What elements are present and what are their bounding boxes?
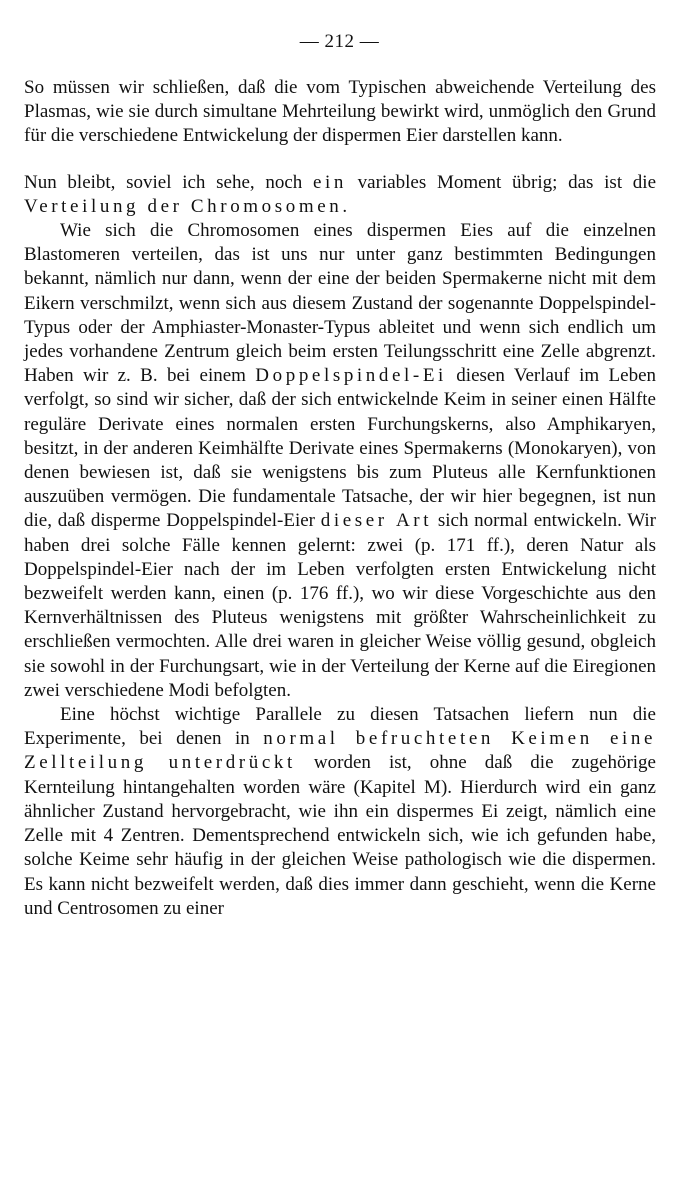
paragraph-4: [24, 703, 656, 921]
paragraph-3-text-a: Wie sich die Chromosomen eines dispermen Eies auf die einzelnen Blastomeren verteilen, das ist uns nur unter ganz bestimmten Bedingungen bekannt, nämlich nur dann, wenn der eine der beiden Spermakerne nicht mit dem Eikern verschmilzt, wenn sich aus diesem Zustand der sogenannte Doppelspindel-Typus oder der Amphiaster-Monaster-Typus ableitet und wenn sich endlich um jedes vorhandene Zentrum gleich beim ersten Teilungsschritt eine Zelle abgrenzt. Haben wir z. B. bei einem: [24, 220, 656, 387]
paragraph-gap: [24, 149, 656, 171]
paragraph-3-text-c: diesen Verlauf im Leben verfolgt, so sind wir sicher, daß der sich entwickelnde Keim in seiner einen Hälfte reguläre Derivate eines normalen ersten Furchungskerns, also Amphikaryen, besitzt, in der anderen Keimhälfte Derivate eines Spermakerns (Monokaryen), von denen bewiesen ist, daß sie wenigstens bis zum Pluteus alle Kernfunktionen auszuüben vermögen. Die fundamentale Tatsache, der wir hier begegnen, ist nun die, daß disperme Doppelspindel-Eier: [24, 365, 657, 532]
emphasis-doppelspindel-ei: Doppelspindel-Ei: [255, 365, 447, 387]
emphasis-verteilung-der-chromosomen: Verteilung der Chromosomen: [24, 195, 343, 217]
paragraph-2-text-e: .: [342, 195, 348, 217]
page-number: — 212 —: [299, 31, 380, 52]
emphasis-ein: ein: [312, 171, 347, 193]
body-text: [24, 76, 656, 921]
paragraph-4-text-a: Eine höchst wichtige Parallele zu diesen Tatsachen liefern nun die Experimente, bei denen in: [24, 704, 656, 750]
paragraph-2: [24, 171, 656, 219]
paragraph-2-text-a: Nun bleibt, soviel ich sehe, noch: [24, 171, 313, 193]
paragraph-3: [24, 219, 656, 703]
paragraph-4-text-c: worden ist, ohne daß die zugehörige Kernteilung hintangehalten worden wäre (Kapitel M). Hierdurch wird ein ganz ähnlicher Zustand hervorgebracht, wie ihn ein dispermes Ei zeigt, nämlich eine Zelle mit 4 Zentren. Dementsprechend entwickeln sich, wie ich gefunden habe, solche Keime sehr häufig in der gleichen Weise pathologisch wie die dispermen. Es kann nicht bezweifelt werden, daß dies immer dann geschieht, wenn die Kerne und Centrosomen zu einer: [24, 752, 656, 919]
paragraph-3-text-e: sich normal entwickeln. Wir haben drei solche Fälle kennen gelernt: zwei (p. 171 ff.), deren Natur als Doppelspindel-Eier nach der im Leben verfolgten ersten Entwickelung nicht bezweifelt werden kann, einen (p. 176 ff.), wo wir diese Vorgeschichte aus den Kernverhältnissen des Pluteus wenigstens mit größter Wahrscheinlichkeit zu erschließen vermochten. Alle drei waren in gleicher Weise völlig gesund, obgleich sie sowohl in der Furchungsart, wie in der Verteilung der Kerne auf die Eiregionen zwei verschiedene Modi befolgten.: [24, 510, 656, 701]
emphasis-normal-befruchteten-keimen: normal befruchteten Keimen eine Zellteilung unterdrückt: [24, 728, 656, 774]
paragraph-2-text-c: variables Moment übrig; das ist die: [346, 171, 657, 193]
emphasis-dieser-art: dieser Art: [320, 510, 433, 532]
paragraph-1: So müssen wir schließen, daß die vom Typischen abweichende Verteilung des Plasmas, wie sie durch simultane Mehrteilung bewirkt wird, unmöglich den Grund für die verschiedene Entwickelung der dispermen Eier darstellen kann.: [24, 77, 656, 147]
